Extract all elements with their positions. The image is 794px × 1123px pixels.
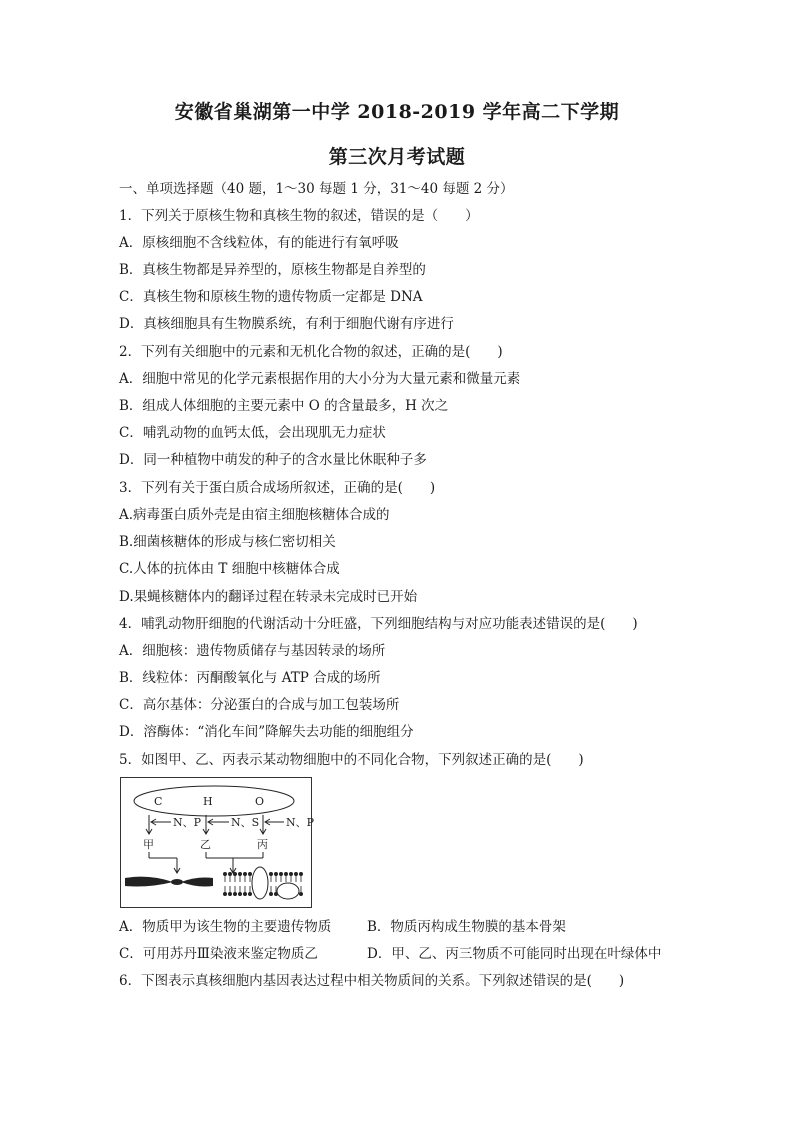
element-c: C [154,795,163,808]
element-o: O [255,795,265,808]
added-elements-2: N、S [231,816,260,829]
q6-stem: 6．下图表示真核细胞内基因表达过程中相关物质间的关系。下列叙述错误的是( ) [119,973,625,989]
q4-option-a: A．细胞核：遗传物质储存与基因转录的场所 [119,643,386,659]
title-line-1: 安徽省巢湖第一中学 2018-2019 学年高二下学期 [174,101,620,123]
q2-option-b: B．组成人体细胞的主要元素中 O 的含量最多，H 次之 [119,398,449,414]
q3-stem: 3．下列有关于蛋白质合成场所叙述，正确的是( ) [119,480,436,496]
section-heading: 一、单项选择题（40 题，1～30 每题 1 分，31～40 每题 2 分） [119,181,514,197]
q5-option-c: C．可用苏丹Ⅲ染液来鉴定物质乙 [119,946,318,962]
q2-stem: 2．下列有关细胞中的元素和无机化合物的叙述，正确的是( ) [119,344,503,360]
q5-stem: 5．如图甲、乙、丙表示某动物细胞中的不同化合物，下列叙述正确的是( ) [119,752,584,768]
q5-options-row-1 [119,918,566,936]
chromosome-icon [125,877,213,887]
q1-option-d: D．真核细胞具有生物膜系统，有利于细胞代谢有序进行 [119,316,454,332]
q3-option-c: C.人体的抗体由 T 细胞中核糖体合成 [119,561,340,577]
q5-option-b: B．物质丙构成生物膜的基本骨架 [367,919,566,935]
q1-option-b: B．真核生物都是异养型的，原核生物都是自养型的 [119,262,426,278]
q2-option-d: D．同一种植物中萌发的种子的含水量比休眠种子多 [119,452,427,468]
q5-options-row-2 [119,945,662,963]
added-elements-3: N、P [286,816,315,829]
q3-option-d: D.果蝇核糖体内的翻译过程在转录未完成时已开始 [119,589,418,605]
compound-jia: 甲 [143,838,154,851]
q5-option-a: A．物质甲为该生物的主要遗传物质 [119,919,332,935]
q3-option-b: B.细菌核糖体的形成与核仁密切相关 [119,534,336,550]
q5-figure [120,777,315,908]
compound-yi: 乙 [200,838,211,851]
added-elements-1: N、P [173,816,202,829]
q1-option-a: A．原核细胞不含线粒体，有的能进行有氧呼吸 [119,235,399,251]
cell-membrane-icon [223,867,302,899]
compound-bing: 丙 [257,838,268,851]
q2-option-a: A．细胞中常见的化学元素根据作用的大小分为大量元素和微量元素 [119,371,521,387]
q4-option-b: B．线粒体：丙酮酸氧化与 ATP 合成的场所 [119,670,381,686]
title-line-2: 第三次月考试题 [328,146,466,168]
q4-option-c: C．高尔基体：分泌蛋白的合成与加工包装场所 [119,697,400,713]
q2-option-c: C．哺乳动物的血钙太低，会出现肌无力症状 [119,425,386,441]
q4-option-d: D．溶酶体：“消化车间”降解失去功能的细胞组分 [119,724,414,740]
q1-option-c: C．真核生物和原核生物的遗传物质一定都是 DNA [119,289,423,305]
q4-stem: 4．哺乳动物肝细胞的代谢活动十分旺盛，下列细胞结构与对应功能表述错误的是( ) [119,616,638,632]
q1-stem: 1．下列关于原核生物和真核生物的叙述，错误的是（ ） [119,208,479,224]
q3-option-a: A.病毒蛋白质外壳是由宿主细胞核糖体合成的 [119,507,390,523]
q5-option-d: D．甲、乙、丙三物质不可能同时出现在叶绿体中 [367,946,662,962]
element-h: H [203,795,213,808]
compound-diagram [121,778,315,907]
